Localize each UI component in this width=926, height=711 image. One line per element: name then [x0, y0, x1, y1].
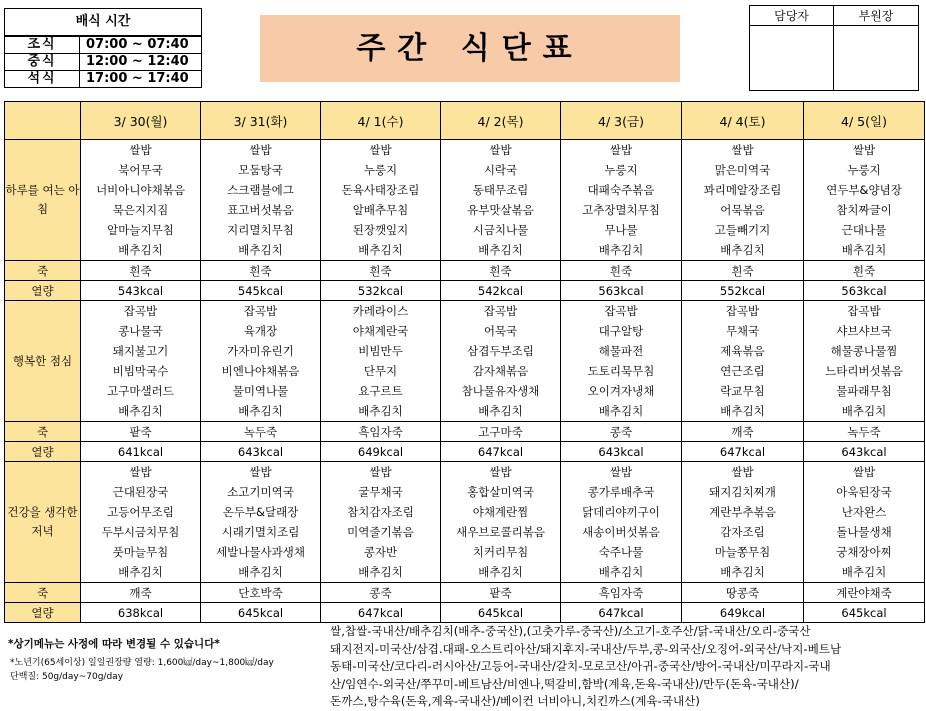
menu-item: 세발나물사과생채 [216, 545, 305, 559]
porridge-cell: 흑임자죽 [561, 583, 682, 603]
menu-item: 쌀밥 [852, 465, 876, 479]
porridge-cell: 고구마죽 [441, 422, 561, 442]
menu-item: 풋마늘무침 [112, 545, 169, 559]
day-header: 4/ 2(목) [441, 102, 561, 140]
menu-item: 두부시금치무침 [101, 525, 180, 539]
menu-item: 쌀밥 [852, 143, 876, 157]
menu-item: 배추김치 [598, 565, 644, 579]
menu-item: 배추김치 [598, 243, 644, 257]
menu-item: 쌀밥 [129, 465, 152, 479]
porridge-cell: 콩죽 [321, 583, 441, 603]
signoff-manager-cell [750, 26, 834, 90]
menu-item: 배추김치 [238, 404, 283, 418]
menu-item: 배추김치 [720, 243, 765, 257]
menu-item: 참나물유자생채 [461, 384, 540, 398]
dinner-kcal-row [5, 603, 925, 623]
porridge-cell: 흰죽 [321, 261, 441, 281]
kcal-cell: 643kcal [201, 442, 321, 462]
serving-time-header: 배식 시간 [5, 9, 201, 37]
day-header: 4/ 4(토) [682, 102, 804, 140]
menu-item: 쌀밥 [249, 143, 272, 157]
kcal-cell: 563kcal [804, 281, 925, 301]
menu-item: 유부맛살볶음 [467, 203, 534, 217]
day-header: 3/ 30(월) [81, 102, 201, 140]
serving-time-row [5, 53, 201, 70]
dinner-porridge-row [5, 583, 925, 603]
menu-item: 단무지 [363, 364, 398, 378]
meal-time: 07:00 ~ 07:40 [86, 37, 189, 52]
signoff-deputy-cell [834, 26, 918, 90]
serving-time-row [5, 70, 201, 87]
menu-item: 물파래무침 [836, 384, 892, 398]
menu-item: 무나물 [604, 223, 638, 237]
porridge-label: 죽 [5, 261, 81, 281]
menu-item: 배추김치 [720, 404, 765, 418]
menu-item: 해물파전 [598, 344, 644, 358]
menu-item: 알배추무침 [352, 203, 409, 217]
kcal-cell: 563kcal [561, 281, 682, 301]
menu-item: 쌀밥 [489, 465, 512, 479]
menu-item: 잡곡밥 [243, 304, 278, 318]
menu-item: 콩나물국 [118, 324, 163, 338]
menu-item: 고추장멸치무침 [582, 203, 660, 217]
porridge-cell: 깨죽 [682, 422, 804, 442]
menu-item: 요구르트 [358, 384, 403, 398]
menu-cell [201, 140, 321, 261]
menu-item: 굴무채국 [358, 485, 403, 499]
menu-item: 물미역나물 [232, 384, 289, 398]
menu-item: 대구알탕 [598, 324, 644, 338]
menu-item: 어묵국 [483, 324, 518, 338]
origin-line: 동태-미국산/코다리-러시아산/고등어-국내산/갈치-모로코산/아귀-중국산/방어-국내산/미꾸라지-국내 [330, 659, 831, 674]
menu-item: 무채국 [725, 324, 760, 338]
meal-label: 석식 [5, 71, 80, 87]
kcal-cell: 645kcal [441, 603, 561, 623]
menu-cell [441, 301, 561, 422]
menu-item: 표고버섯볶음 [227, 203, 294, 217]
menu-cell [804, 140, 925, 261]
change-notice: *상기메뉴는 사정에 따라 변경될 수 있습니다* [8, 638, 220, 650]
menu-item: 비엔나야채볶음 [221, 364, 300, 378]
menu-cell [81, 301, 201, 422]
menu-item: 묵은지지짐 [112, 203, 169, 217]
signoff-manager-label: 담당자 [750, 6, 834, 26]
porridge-cell: 계란야채죽 [804, 583, 925, 603]
menu-item: 해물콩나물찜 [830, 344, 898, 358]
menu-item: 시금치나물 [472, 223, 529, 237]
menu-cell [81, 462, 201, 583]
menu-cell [441, 140, 561, 261]
lunch-porridge-row [5, 422, 925, 442]
menu-item: 배추김치 [358, 404, 403, 418]
menu-item: 홍합살미역국 [467, 485, 534, 499]
kcal-cell: 647kcal [321, 603, 441, 623]
page-title: 주간 식단표 [260, 15, 680, 82]
menu-item: 배추김치 [598, 404, 644, 418]
porridge-cell: 흰죽 [81, 261, 201, 281]
menu-item: 배추김치 [841, 565, 887, 579]
meal-time: 17:00 ~ 17:40 [86, 71, 189, 86]
menu-item: 온두부&달래장 [222, 505, 299, 519]
menu-item: 모둠탕국 [238, 163, 283, 177]
kcal-cell: 645kcal [804, 603, 925, 623]
kcal-label: 열량 [5, 281, 81, 301]
menu-item: 야채계란찜 [472, 505, 529, 519]
menu-item: 알마늘지무침 [107, 223, 174, 237]
porridge-cell: 단호박죽 [201, 583, 321, 603]
menu-cell [804, 301, 925, 422]
menu-item: 쌀밥 [731, 465, 754, 479]
weekly-menu-table [4, 101, 925, 623]
origin-line: 쌀,찹쌀-국내산/배추김치(배추-중국산),(고춧가루-중국산)/소고기-호주산/닭-국내산/오리-중국산 [330, 624, 811, 638]
menu-item: 누룽지 [363, 163, 398, 177]
menu-item: 도토리묵무침 [587, 364, 655, 378]
day-header: 3/ 31(화) [201, 102, 321, 140]
menu-item: 감자조림 [720, 525, 765, 539]
menu-cell [682, 301, 804, 422]
menu-item: 가자미유린기 [227, 344, 294, 358]
breakfast-kcal-row [5, 281, 925, 301]
menu-cell [201, 462, 321, 583]
menu-item: 소고기미역국 [227, 485, 294, 499]
nutrition-note [10, 656, 274, 684]
menu-item: 새우브로콜리볶음 [456, 525, 545, 539]
menu-item: 콩가루배추국 [587, 485, 655, 499]
origin-line: 산/임연수-외국산/쭈꾸미-베트남산/비엔나,떡갈비,함박(계육,돈육-국내산)/만두(돈육-국내산)/ [330, 676, 799, 691]
menu-cell [561, 140, 682, 261]
menu-cell [682, 140, 804, 261]
menu-item: 연두부&양념장 [826, 183, 902, 197]
menu-item: 잡곡밥 [725, 304, 760, 318]
dinner-label: 건강을 생각한 저녁 [5, 462, 81, 583]
lunch-items-row [5, 301, 925, 422]
menu-item: 지리멸치무침 [227, 223, 294, 237]
day-header-row [5, 102, 925, 140]
porridge-label: 죽 [5, 422, 81, 442]
kcal-cell: 542kcal [441, 281, 561, 301]
menu-item: 고구마샐러드 [107, 384, 174, 398]
porridge-cell: 흰죽 [682, 261, 804, 281]
nutrition-line: *노년기(65세이상) 일일권장량 열량: 1,600㎉/day~1,800㎉/day [10, 658, 274, 668]
porridge-cell: 흑임자죽 [321, 422, 441, 442]
kcal-cell: 543kcal [81, 281, 201, 301]
menu-cell [804, 462, 925, 583]
breakfast-label: 하루를 여는 아침 [5, 140, 81, 261]
porridge-cell: 흰죽 [561, 261, 682, 281]
menu-item: 카레라이스 [352, 304, 409, 318]
serving-time-box [4, 8, 202, 88]
menu-item: 쌀밥 [731, 143, 754, 157]
menu-item: 돈육사태장조림 [341, 183, 420, 197]
menu-item: 누룽지 [604, 163, 638, 177]
menu-item: 쌀밥 [489, 143, 512, 157]
menu-item: 락교무침 [720, 384, 765, 398]
menu-item: 배추김치 [118, 243, 163, 257]
origin-line: 돈까스,탕수육(돈육,계육-국내산)/베이컨 너비아니,치킨까스(계육-국내산) [330, 694, 700, 709]
porridge-cell: 녹두죽 [201, 422, 321, 442]
menu-item: 쌀밥 [369, 143, 392, 157]
porridge-cell: 흰죽 [441, 261, 561, 281]
menu-item: 돌나물생채 [836, 525, 892, 539]
kcal-cell: 641kcal [81, 442, 201, 462]
menu-item: 오이겨자냉채 [587, 384, 655, 398]
menu-item: 어묵볶음 [720, 203, 765, 217]
menu-item: 마늘쫑무침 [714, 545, 771, 559]
menu-item: 비빔만두 [358, 344, 403, 358]
menu-item: 연근조림 [720, 364, 765, 378]
menu-item: 너비아니야채볶음 [96, 183, 185, 197]
dinner-items-row [5, 462, 925, 583]
menu-item: 누룽지 [847, 163, 881, 177]
menu-item: 닭데리야끼구이 [582, 505, 660, 519]
porridge-cell: 흰죽 [804, 261, 925, 281]
kcal-cell: 643kcal [561, 442, 682, 462]
menu-item: 맑은미역국 [714, 163, 771, 177]
menu-cell [81, 140, 201, 261]
origin-line: 돼지전지-미국산/삼겹.대패-오스트리아산/돼지후지-국내산/두부,콩-외국산/오징어-외국산/낙지-베트남 [330, 641, 842, 656]
menu-item: 스크램블에그 [227, 183, 294, 197]
signoff-deputy-label: 부원장 [834, 6, 918, 26]
menu-item: 된장깻잎지 [352, 223, 409, 237]
menu-item: 근대나물 [841, 223, 887, 237]
menu-item: 궁채장아찌 [836, 545, 892, 559]
menu-item: 계란부추볶음 [709, 505, 776, 519]
menu-item: 배추김치 [478, 243, 523, 257]
signoff-box [749, 5, 919, 91]
menu-item: 배추김치 [720, 565, 765, 579]
kcal-cell: 647kcal [561, 603, 682, 623]
breakfast-items-row [5, 140, 925, 261]
menu-item: 육개장 [243, 324, 278, 338]
kcal-cell: 532kcal [321, 281, 441, 301]
menu-item: 고등어무조림 [107, 505, 174, 519]
breakfast-porridge-row [5, 261, 925, 281]
menu-item: 참치감자조림 [347, 505, 414, 519]
menu-item: 참치짜글이 [836, 203, 892, 217]
menu-item: 샤브샤브국 [836, 324, 892, 338]
menu-item: 잡곡밥 [483, 304, 518, 318]
porridge-cell: 녹두죽 [804, 422, 925, 442]
meal-label: 조식 [5, 37, 80, 53]
menu-item: 시래기멸치조림 [221, 525, 300, 539]
kcal-label: 열량 [5, 603, 81, 623]
menu-item: 쌀밥 [129, 143, 152, 157]
menu-cell [682, 462, 804, 583]
day-header: 4/ 5(일) [804, 102, 925, 140]
menu-item: 동태무조림 [472, 183, 529, 197]
menu-item: 배추김치 [478, 404, 523, 418]
origin-info [330, 623, 922, 711]
menu-item: 새송이버섯볶음 [582, 525, 660, 539]
porridge-cell: 팥죽 [81, 422, 201, 442]
menu-item: 난자완스 [841, 505, 887, 519]
menu-item: 쌀밥 [609, 143, 633, 157]
menu-cell [321, 462, 441, 583]
menu-item: 대패숙주볶음 [587, 183, 655, 197]
menu-item: 배추김치 [118, 404, 163, 418]
menu-item: 치커리무침 [472, 545, 529, 559]
kcal-cell: 545kcal [201, 281, 321, 301]
menu-item: 제육볶음 [720, 344, 765, 358]
menu-item: 잡곡밥 [604, 304, 638, 318]
kcal-cell: 647kcal [682, 442, 804, 462]
menu-item: 아욱된장국 [836, 485, 892, 499]
menu-item: 콩자반 [363, 545, 398, 559]
menu-item: 북어무국 [118, 163, 163, 177]
kcal-cell: 649kcal [321, 442, 441, 462]
menu-cell [561, 462, 682, 583]
menu-item: 쌀밥 [249, 465, 272, 479]
meal-time: 12:00 ~ 12:40 [86, 54, 189, 69]
menu-item: 시락국 [483, 163, 518, 177]
menu-item: 꽈리메알장조림 [703, 183, 782, 197]
menu-item: 돼지불고기 [112, 344, 169, 358]
menu-item: 배추김치 [841, 404, 887, 418]
menu-item: 배추김치 [118, 565, 163, 579]
menu-item: 돼지김치찌개 [709, 485, 776, 499]
lunch-label: 행복한 점심 [5, 301, 81, 422]
menu-item: 배추김치 [358, 243, 403, 257]
menu-cell [321, 140, 441, 261]
corner-cell [5, 102, 81, 140]
menu-cell [441, 462, 561, 583]
day-header: 4/ 1(수) [321, 102, 441, 140]
menu-cell [321, 301, 441, 422]
menu-item: 숙주나물 [598, 545, 644, 559]
porridge-cell: 팥죽 [441, 583, 561, 603]
menu-item: 배추김치 [478, 565, 523, 579]
menu-item: 미역줄기볶음 [347, 525, 414, 539]
menu-item: 배추김치 [238, 565, 283, 579]
porridge-cell: 콩죽 [561, 422, 682, 442]
kcal-cell: 649kcal [682, 603, 804, 623]
menu-item: 배추김치 [841, 243, 887, 257]
kcal-cell: 552kcal [682, 281, 804, 301]
kcal-label: 열량 [5, 442, 81, 462]
porridge-cell: 흰죽 [201, 261, 321, 281]
menu-item: 잡곡밥 [847, 304, 881, 318]
menu-item: 근대된장국 [112, 485, 169, 499]
porridge-cell: 깨죽 [81, 583, 201, 603]
day-header: 4/ 3(금) [561, 102, 682, 140]
nutrition-line: 단백질: 50g/day~70g/day [10, 672, 124, 682]
serving-time-row [5, 37, 201, 53]
kcal-cell: 638kcal [81, 603, 201, 623]
menu-item: 느타리버섯볶음 [825, 364, 903, 378]
menu-item: 비빔막국수 [112, 364, 169, 378]
porridge-label: 죽 [5, 583, 81, 603]
kcal-cell: 647kcal [441, 442, 561, 462]
menu-cell [201, 301, 321, 422]
menu-item: 배추김치 [238, 243, 283, 257]
menu-item: 배추김치 [358, 565, 403, 579]
menu-item: 쌀밥 [369, 465, 392, 479]
kcal-cell: 645kcal [201, 603, 321, 623]
menu-item: 삼겹두부조림 [467, 344, 534, 358]
menu-item: 고들빼기지 [714, 223, 771, 237]
menu-item: 감자채볶음 [472, 364, 529, 378]
menu-item: 야채계란국 [352, 324, 409, 338]
menu-cell [561, 301, 682, 422]
kcal-cell: 643kcal [804, 442, 925, 462]
menu-item: 잡곡밥 [123, 304, 158, 318]
lunch-kcal-row [5, 442, 925, 462]
porridge-cell: 땅콩죽 [682, 583, 804, 603]
meal-label: 중식 [5, 54, 80, 70]
menu-item: 쌀밥 [609, 465, 633, 479]
